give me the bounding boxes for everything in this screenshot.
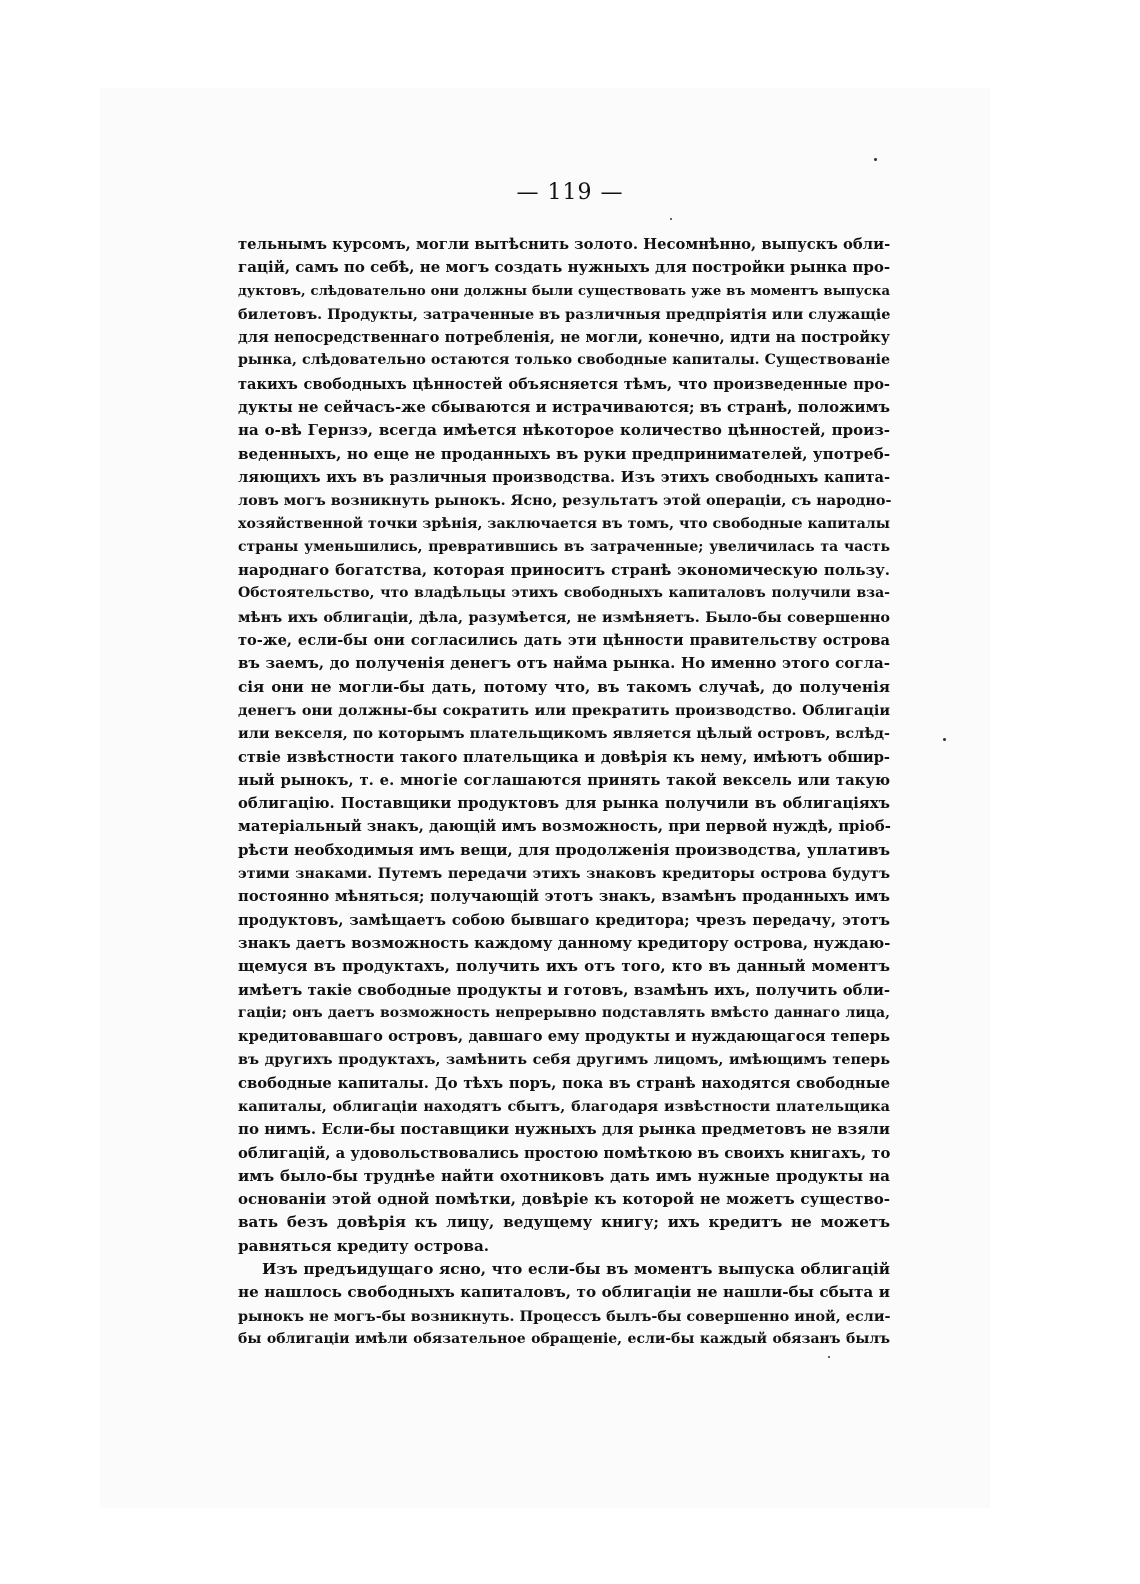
text-line: веденныхъ, но еще не проданныхъ въ руки предпринимателей, употреб-	[238, 444, 890, 463]
text-line: не нашлось свободныхъ капиталовъ, то облигаціи не нашли-бы сбыта и	[238, 1283, 890, 1302]
text-line: щемуся въ продуктахъ, получить ихъ отъ того, кто въ данный моментъ	[238, 957, 890, 976]
text-line: билетовъ. Продукты, затраченные въ различныя предпріятія или служащіе	[238, 305, 891, 323]
text-line: дукты не сейчасъ-же сбываются и истрачиваются; въ странѣ, положимъ	[238, 398, 890, 417]
text-line: въ другихъ продуктахъ, замѣнить себя другимъ лицомъ, имѣющимъ теперь	[238, 1051, 890, 1069]
text-line: ляющихъ ихъ въ различныя производства. Изъ этихъ свободныхъ капита-	[238, 468, 890, 486]
text-line: облигацій, а удовольствовались простою помѣткою въ своихъ книгахъ, то	[238, 1144, 891, 1162]
text-line: этими знаками. Путемъ передачи этихъ знаковъ кредиторы острова будутъ	[238, 865, 890, 883]
text-line: матеріальный знакъ, дающій имъ возможность, при первой нуждѣ, пріоб-	[238, 818, 891, 836]
text-line: свободные капиталы. До тѣхъ поръ, пока въ странѣ находятся свободные	[238, 1074, 890, 1092]
text-line: вать безъ довѣрія къ лицу, ведущему книгу; ихъ кредитъ не можетъ	[238, 1213, 890, 1232]
text-line: по нимъ. Если-бы поставщики нужныхъ для рынка предметовъ не взяли	[238, 1120, 890, 1139]
scan-speck	[828, 1356, 830, 1358]
scan-speck	[943, 738, 946, 741]
body-text	[238, 233, 890, 1351]
text-line: для непосредственнаго потребленія, не могли, конечно, идти на постройку	[238, 329, 890, 347]
text-line: имъ было-бы труднѣе найти охотниковъ дать имъ нужные продукты на	[238, 1166, 890, 1185]
text-line: денегъ они должны-бы сократить или прекратить производство. Облигаціи	[238, 701, 890, 719]
text-line: мѣнъ ихъ облигаціи, дѣла, разумѣется, не измѣняетъ. Было-бы совершенно	[238, 608, 890, 626]
text-line: ный рынокъ, т. е. многіе соглашаются принять такой вексель или такую	[238, 771, 890, 789]
text-line: продуктовъ, замѣщаетъ собою бывшаго кредитора; чрезъ передачу, этотъ	[238, 911, 890, 929]
text-line: въ заемъ, до полученія денегъ отъ найма рынка. Но именно этого согла-	[238, 654, 890, 673]
text-line: капиталы, облигаціи находятъ сбытъ, благодаря извѣстности плательщика	[238, 1097, 890, 1115]
text-line: бы облигаціи имѣли обязательное обращеніе, если-бы каждый обязанъ былъ	[238, 1330, 890, 1347]
text-line: рынокъ не могъ-бы возникнуть. Процессъ былъ-бы совершенно иной, если-	[238, 1307, 891, 1325]
text-line: Обстоятельство, что владѣльцы этихъ свободныхъ капиталовъ получили вза-	[238, 585, 890, 602]
text-line: тельнымъ курсомъ, могли вытѣснить золото. Несомнѣнно, выпускъ обли-	[238, 236, 891, 253]
page-number: — 119 —	[516, 180, 624, 205]
text-line: народнаго богатства, которая приноситъ странѣ экономическую пользу.	[238, 561, 890, 580]
text-line: такихъ свободныхъ цѣнностей объясняется тѣмъ, что произведенные про-	[238, 375, 890, 393]
text-line: рѣсти необходимыя имъ вещи, для продолженія производства, уплативъ	[238, 840, 890, 859]
text-line: равняться кредиту острова.	[238, 1236, 490, 1255]
scan-speck	[670, 218, 672, 220]
text-line: хозяйственной точки зрѣнія, заключается въ томъ, что свободные капиталы	[238, 515, 890, 532]
text-line: основаніи этой одной помѣтки, довѣріе къ которой не можетъ существо-	[238, 1190, 890, 1209]
text-line: сія они не могли-бы дать, потому что, въ такомъ случаѣ, до полученія	[238, 677, 890, 696]
text-line: на о-вѣ Гернзэ, всегда имѣется нѣкоторое количество цѣнностей, произ-	[238, 421, 890, 440]
paragraph	[238, 1258, 890, 1351]
text-line: гацій, самъ по себѣ, не могъ создать нужныхъ для постройки рынка про-	[238, 258, 891, 277]
text-line: дуктовъ, слѣдовательно они должны были существовать уже въ моментъ выпуска	[238, 283, 890, 299]
text-line: рынка, слѣдовательно остаются только свободные капиталы. Существованіе	[238, 352, 890, 369]
text-line: Изъ предъидущаго ясно, что если-бы въ моментъ выпуска облигацій	[262, 1260, 890, 1279]
text-line: или векселя, по которымъ плательщикомъ является цѣлый островъ, вслѣд-	[238, 725, 890, 743]
text-line: кредитовавшаго островъ, давшаго ему продукты и нуждающагося теперь	[238, 1028, 890, 1046]
text-line: постоянно мѣняться; получающій этотъ знакъ, взамѣнъ проданныхъ имъ	[238, 888, 890, 906]
text-line: знакъ даетъ возможность каждому данному кредитору острова, нуждаю-	[238, 933, 891, 952]
text-line: то-же, если-бы они согласились дать эти цѣнности правительству острова	[238, 632, 890, 650]
text-line: ловъ могъ возникнуть рынокъ. Ясно, результатъ этой операціи, съ народно-	[238, 492, 892, 510]
text-line: ствіе извѣстности такого плательщика и довѣрія къ нему, имѣютъ обшир-	[238, 748, 890, 766]
text-line: облигацію. Поставщики продуктовъ для рынка получили въ облигаціяхъ	[238, 795, 890, 813]
text-line: гаціи; онъ даетъ возможность непрерывно подставлять вмѣсто даннаго лица,	[238, 1004, 890, 1021]
scan-speck	[874, 158, 877, 161]
text-line: страны уменьшились, превратившись въ затраченные; увеличилась та часть	[238, 538, 890, 555]
text-line: имѣетъ такіе свободные продукты и готовъ, взамѣнъ ихъ, получить обли-	[238, 981, 890, 999]
paragraph	[238, 233, 890, 1258]
